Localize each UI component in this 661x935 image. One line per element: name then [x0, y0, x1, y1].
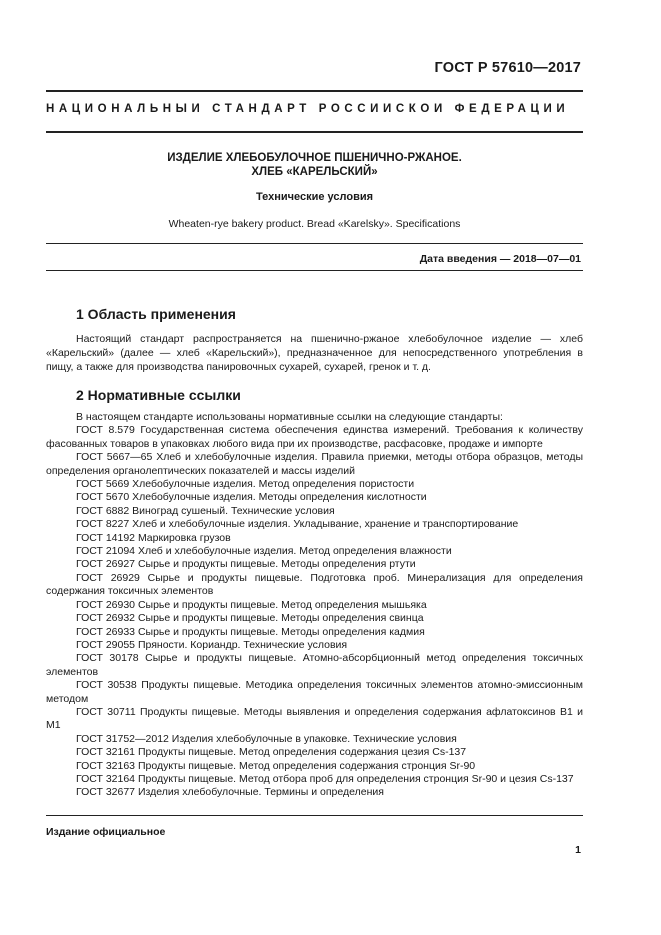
reference-item: ГОСТ 21094 Хлеб и хлебобулочные изделия. Метод определения влажности — [76, 545, 452, 558]
reference-item: ГОСТ 5669 Хлебобулочные изделия. Метод определения пористости — [76, 478, 415, 491]
reference-item: ГОСТ 26933 Сырье и продукты пищевые. Методы определения кадмия — [76, 625, 425, 638]
reference-item: ГОСТ 30178 Сырье и продукты пищевые. Атомно-абсорбционный метод определения токсичных элементов — [46, 652, 583, 678]
reference-item: ГОСТ 29055 Пряности. Кориандр. Технические условия — [76, 638, 348, 651]
reference-item: ГОСТ 31752—2012 Изделия хлебобулочные в упаковке. Технические условия — [76, 732, 457, 745]
reference-item: ГОСТ 32164 Продукты пищевые. Метод отбора проб для определения стронция Sr-90 и цезия Cs-137 — [76, 772, 574, 785]
national-standard-title: НАЦИОНАЛЬНЫЙ СТАНДАРТ РОССИЙСКОЙ ФЕДЕРАЦИИ — [46, 103, 570, 115]
page-number: 1 — [575, 844, 581, 856]
reference-item: ГОСТ 26930 Сырье и продукты пищевые. Метод определения мышьяка — [76, 598, 427, 611]
document-subtitle: Технические условия — [255, 191, 374, 203]
document-title — [46, 151, 583, 179]
reference-item: ГОСТ 32163 Продукты пищевые. Метод определения содержания стронция Sr-90 — [76, 759, 476, 772]
header-rule — [46, 131, 583, 133]
section2-heading: 2 Нормативные ссылки — [76, 387, 241, 403]
reference-item: ГОСТ 32677 Изделия хлебобулочные. Термины и определения — [76, 786, 384, 799]
date-rule — [46, 270, 583, 271]
reference-item: ГОСТ 26929 Сырье и продукты пищевые. Подготовка проб. Минерализация для определения содержания токсичных элементов — [46, 571, 583, 598]
official-edition-label: Издание официальное — [46, 826, 166, 838]
reference-item: ГОСТ 30711 Продукты пищевые. Методы выявления и определения содержания афлатоксинов B1 и M1 — [46, 705, 583, 732]
reference-item: ГОСТ 6882 Виноград сушеный. Технические условия — [76, 504, 335, 517]
reference-item: ГОСТ 26927 Сырье и продукты пищевые. Методы определения ртути — [76, 558, 416, 571]
section1-paragraph: Настоящий стандарт распространяется на пшенично-ржаное хлебобулочное изделие — хлеб «Карельский» (далее — хлеб «Карельский»), предназначенное для непосредственного употребления в пищу, а также для производства панировочных сухарей, сухарей, гренок и т. д. — [46, 333, 583, 373]
section1-heading: 1 Область применения — [76, 306, 236, 322]
reference-item: ГОСТ 8227 Хлеб и хлебобулочные изделия. Укладывание, хранение и транспортирование — [76, 518, 519, 531]
reference-item: ГОСТ 5667—65 Хлеб и хлебобулочные изделия. Правила приемки, методы отбора образцов, методы определения органолептических показателей и массы изделий — [46, 451, 583, 477]
normative-references-list — [46, 411, 583, 800]
section2-intro: В настоящем стандарте использованы нормативные ссылки на следующие стандарты: — [76, 411, 503, 423]
title-rule — [46, 243, 583, 244]
english-title: Wheaten-rye bakery product. Bread «Karelsky». Specifications — [168, 218, 461, 230]
reference-item: ГОСТ 26932 Сырье и продукты пищевые. Методы определения свинца — [76, 612, 424, 625]
section1-body — [46, 332, 583, 374]
reference-item: ГОСТ 30538 Продукты пищевые. Методика определения токсичных элементов атомно-эмиссионным методом — [46, 679, 583, 705]
document-title-line2: ХЛЕБ «КАРЕЛЬСКИЙ» — [251, 166, 378, 178]
introduction-date: Дата введения — 2018—07—01 — [419, 253, 581, 265]
footer-rule — [46, 815, 583, 816]
reference-item: ГОСТ 32161 Продукты пищевые. Метод определения содержания цезия Cs-137 — [76, 746, 467, 759]
reference-item: ГОСТ 5670 Хлебобулочные изделия. Методы определения кислотности — [76, 491, 427, 504]
top-rule — [46, 90, 583, 92]
reference-item: ГОСТ 8.579 Государственная система обеспечения единства измерений. Требования к количеству фасованных товаров в упаковках любого вида при их производстве, расфасовке, продаже и импорте — [46, 424, 583, 450]
standard-number: ГОСТ Р 57610—2017 — [434, 60, 581, 76]
document-title-line1: ИЗДЕЛИЕ ХЛЕБОБУЛОЧНОЕ ПШЕНИЧНО-РЖАНОЕ. — [167, 152, 462, 164]
reference-item: ГОСТ 14192 Маркировка грузов — [76, 531, 231, 544]
